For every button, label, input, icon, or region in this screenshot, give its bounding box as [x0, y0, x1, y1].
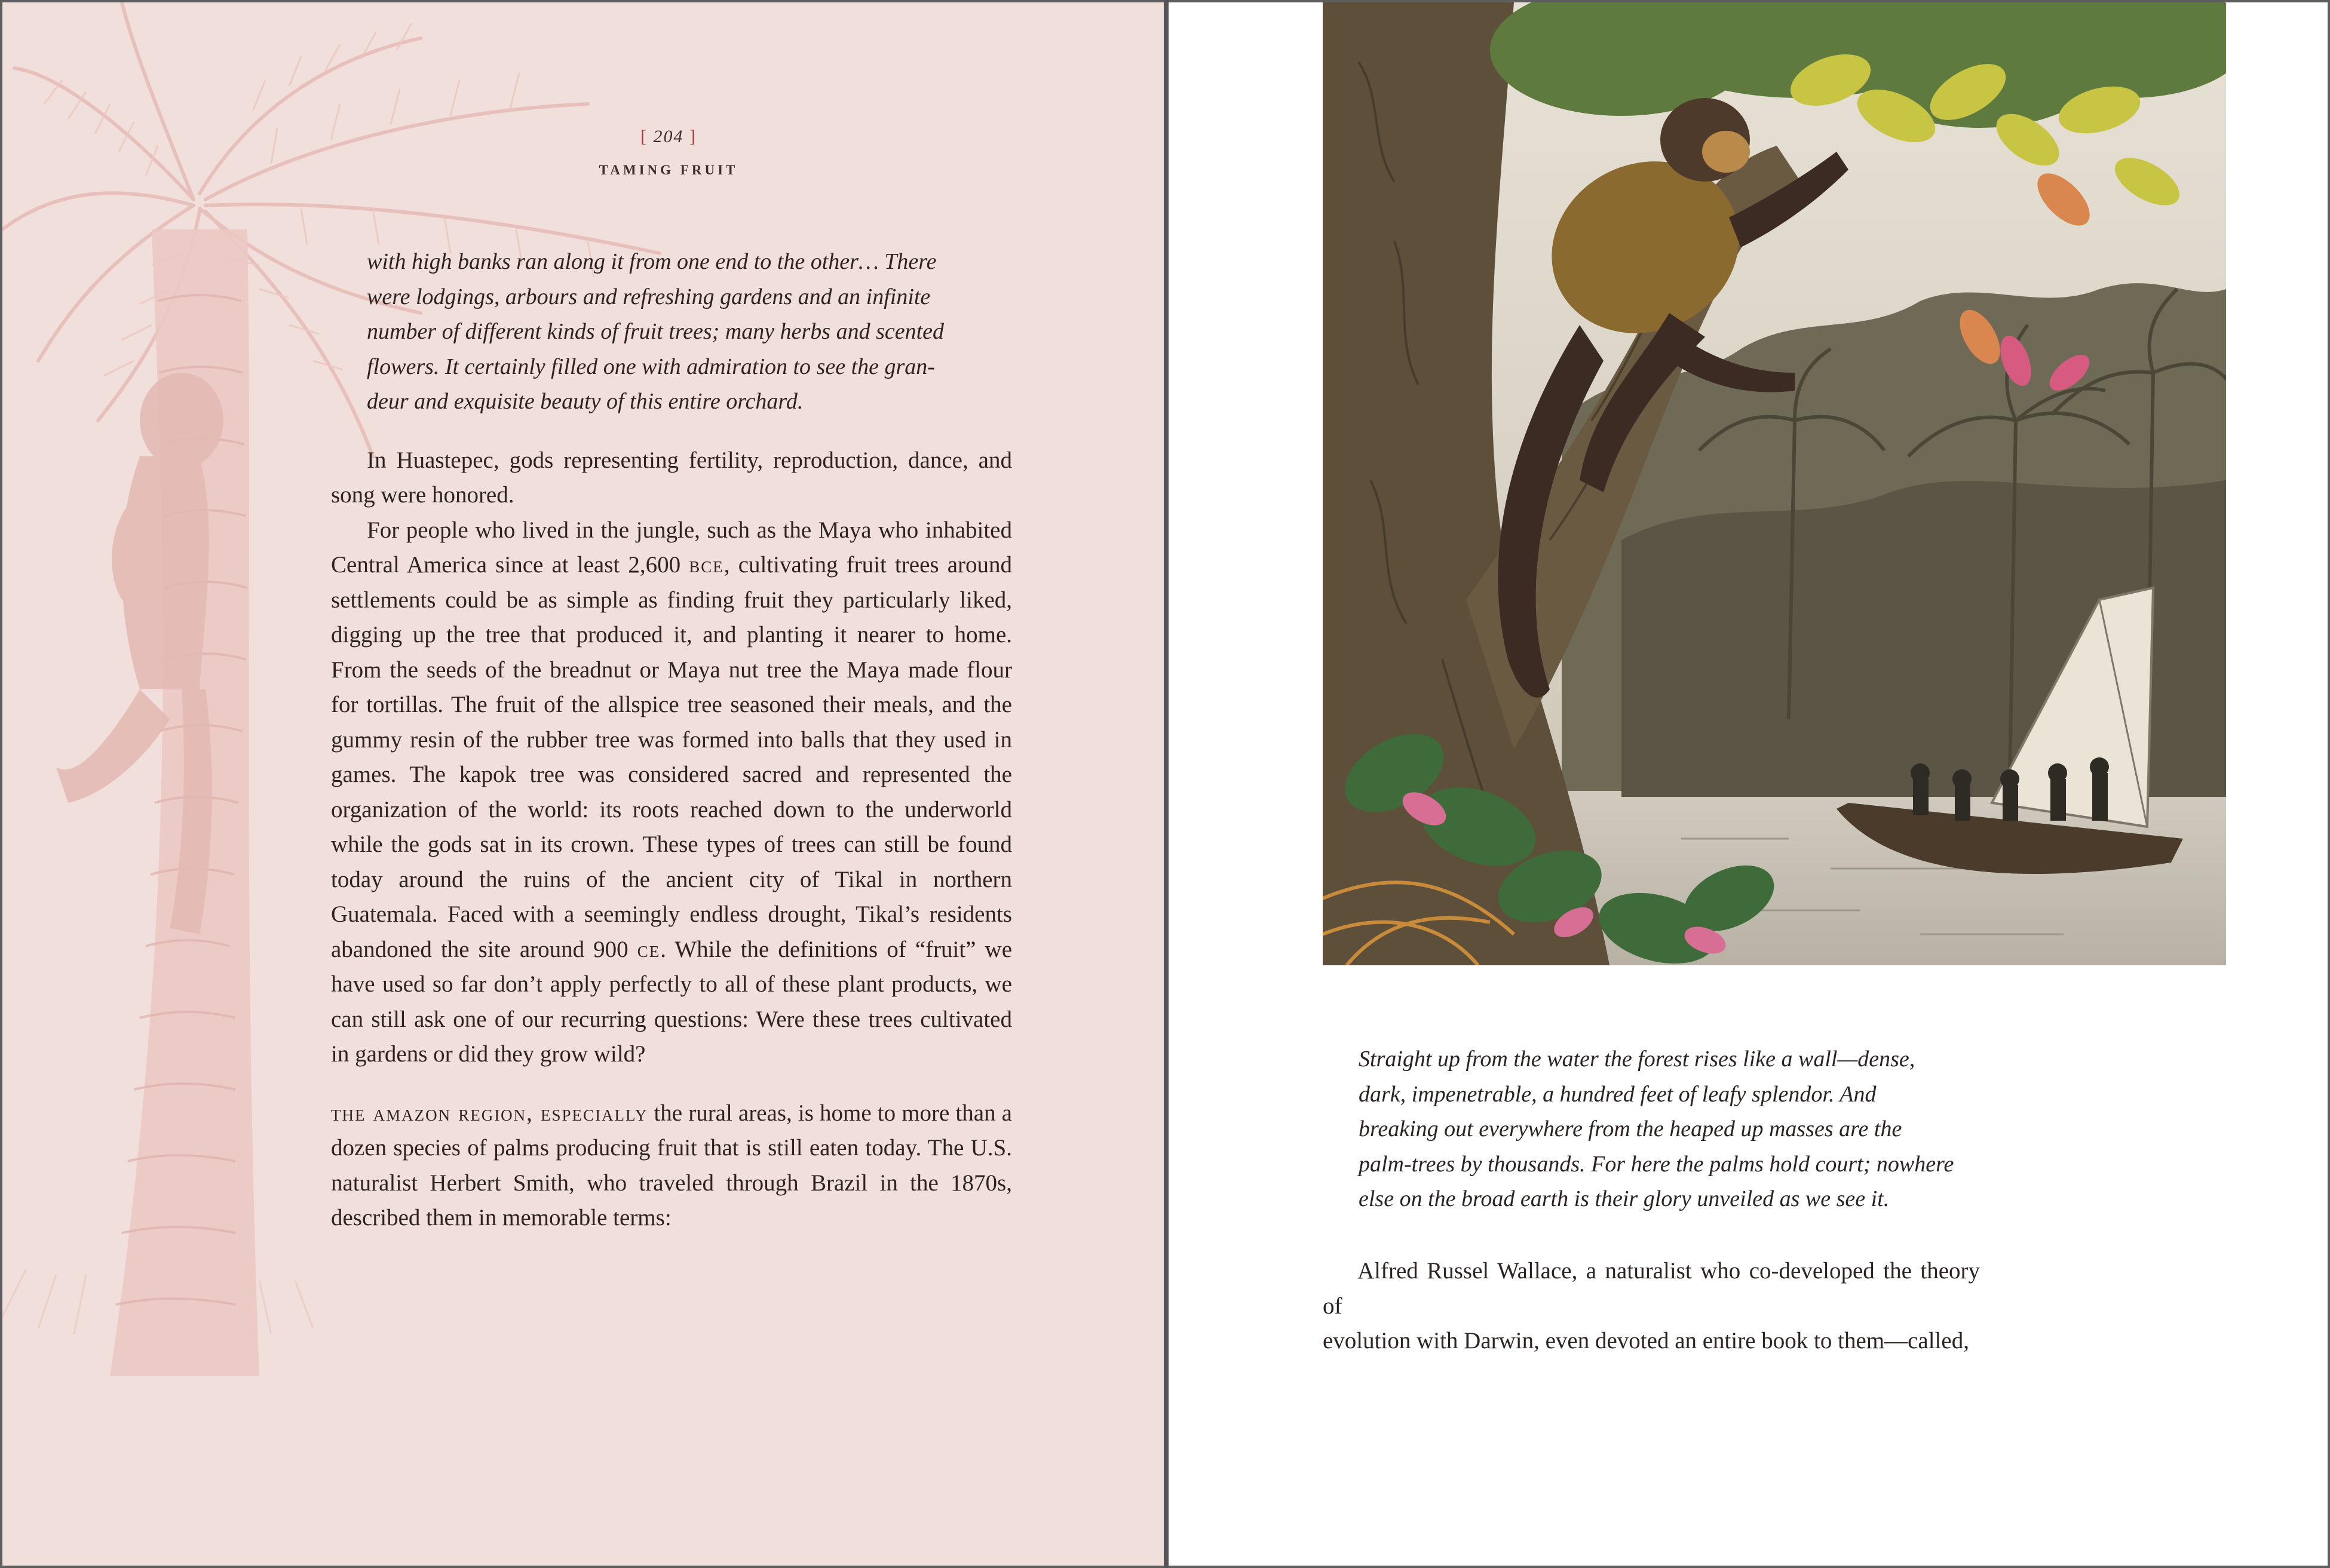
- quote-line: Straight up from the water the forest rises like a wall—dense,: [1359, 1047, 1915, 1072]
- folio-bracket-left: [: [640, 127, 648, 146]
- running-head: TAMING FRUIT: [599, 162, 738, 177]
- paragraph-amazon: [331, 1096, 1012, 1236]
- page-number: [2, 127, 1166, 147]
- quote-line: palm-trees by thousands. For here the palms hold court; nowhere: [1359, 1151, 1954, 1177]
- maya-text-3: . While the definitions of “fruit” we have used so far don’t apply perfectly to all of these plant products, we can still ask one of our recurring questions: Were these trees cultivated in gardens or did they grow wild?: [331, 936, 1013, 1067]
- paragraph-huastepec: In Huastepec, gods representing fertility, reproduction, dance, and song were honored.: [331, 447, 1012, 508]
- paragraph-wallace: [1323, 1254, 1980, 1359]
- quote-line: deur and exquisite beauty of this entire orchard.: [367, 389, 804, 414]
- gutter: [1164, 0, 1169, 1568]
- maya-text-2: , cultivating fruit trees around settlements could be as simple as finding fruit they particularly liked, digging up the tree that produced it, and planting it nearer to home. From the seeds of the breadnut or Maya nut tree the Maya made flour for tortillas. The fruit of the allspice tree seasoned their meals, and the gummy resin of the rubber tree was formed into balls that they used in games. The kapok tree was considered sacred and represented the organization of the world: its roots reached down to the underworld while the gods sat in its crown. These types of trees can still be found today around the ruins of the ancient city of Tikal in northern Guatemala. Faced with a seemingly endless drought, Tikal’s residents abandoned the site around 900: [331, 552, 1012, 962]
- paragraph-line: evolution with Darwin, even devoted an entire book to them—called,: [1323, 1328, 1969, 1354]
- right-page: [1169, 0, 2330, 1568]
- section-lead-in: the amazon region, especially: [331, 1100, 648, 1126]
- amazon-text: the rural areas, is home to more than a dozen species of palms producing fruit that is still eaten today. The U.S. naturalist Herbert Smith, who traveled through Brazil in the 1870s, described them in memorable terms:: [331, 1100, 1012, 1231]
- era-ce: ce: [637, 936, 661, 962]
- block-quote-left: [367, 244, 1012, 419]
- quote-line: were lodgings, arbours and refreshing gardens and an infinite: [367, 284, 931, 309]
- quote-line: flowers. It certainly filled one with admiration to see the gran-: [367, 354, 935, 379]
- quote-line: dark, impenetrable, a hundred feet of leafy splendor. And: [1359, 1081, 1877, 1107]
- block-quote-right: [1359, 1042, 1956, 1217]
- maya-text-1: For people who lived in the jungle, such as the Maya who inhabited Central America since at least 2,600: [331, 517, 1012, 578]
- era-bce: bce: [689, 552, 724, 578]
- wallace-line-1: Alfred Russel Wallace, a naturalist who co-developed the theory of: [1323, 1258, 1980, 1319]
- paragraph-line: [1323, 1254, 1980, 1324]
- quote-line: else on the broad earth is their glory unveiled as we see it.: [1359, 1186, 1890, 1211]
- quote-line: breaking out everywhere from the heaped up masses are the: [1359, 1116, 1902, 1142]
- jungle-scene-artwork: [1323, 2, 2226, 965]
- left-text-block: [331, 244, 1012, 1236]
- folio-bracket-right: ]: [689, 127, 697, 146]
- quote-line: number of different kinds of fruit trees; many herbs and scented: [367, 319, 945, 344]
- quote-line: with high banks ran along it from one end to the other… There: [367, 249, 937, 274]
- jungle-monkey-illustration: [1323, 2, 2226, 965]
- paragraph-maya: [331, 513, 1012, 1072]
- page-number-text: 204: [653, 127, 684, 146]
